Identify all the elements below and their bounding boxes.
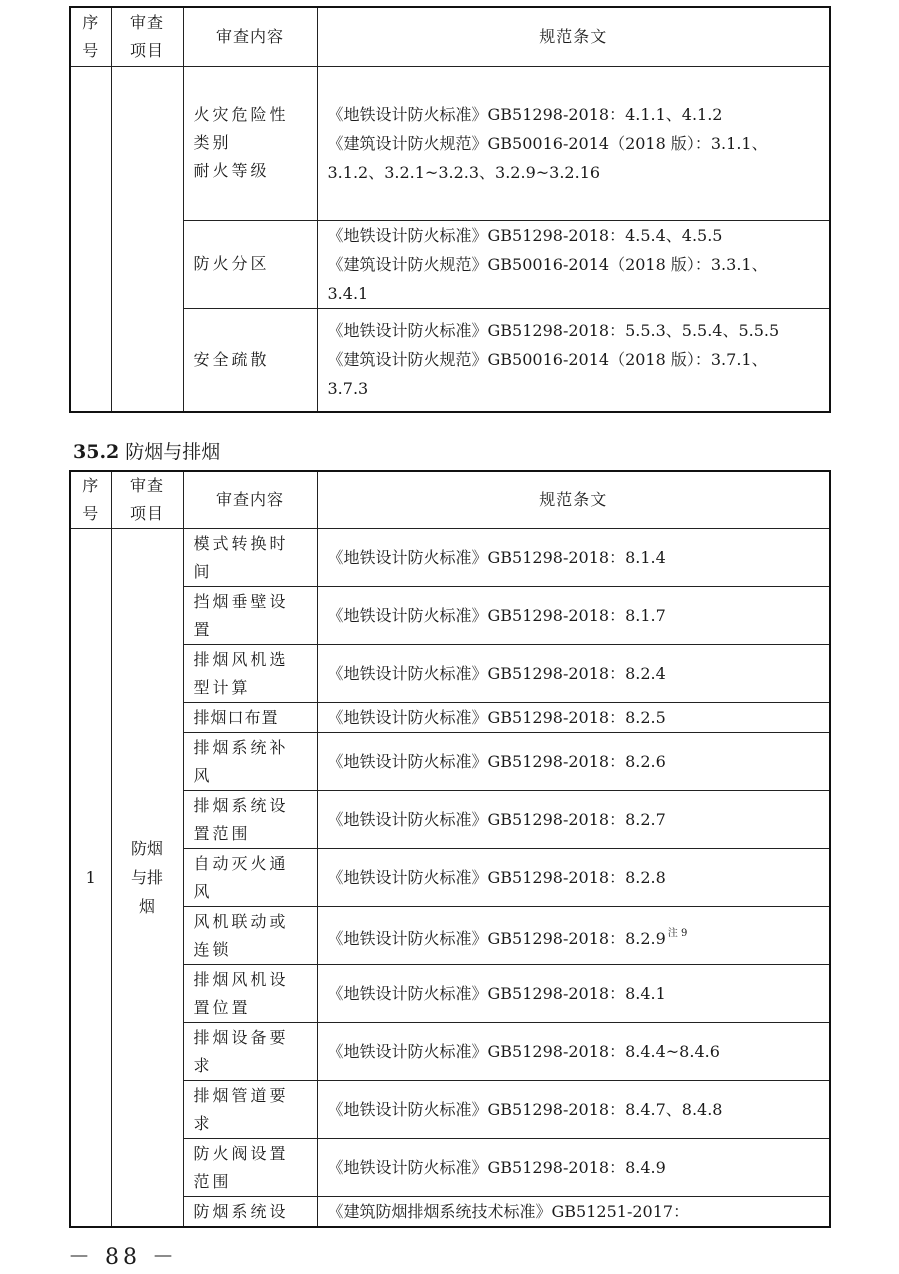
norm-clause-cell: 《地铁设计防火标准》GB51298-2018：8.4.1 — [317, 965, 830, 1023]
norm-clause-cell: 《地铁设计防火标准》GB51298-2018：8.2.5 — [317, 703, 830, 733]
header-item: 审查 项目 — [111, 7, 183, 66]
review-content-cell: 挡烟垂壁设 置 — [183, 587, 317, 645]
review-content-cell: 排烟系统补 风 — [183, 733, 317, 791]
norm-clause-cell: 《建筑防烟排烟系统技术标准》GB51251-2017： — [317, 1197, 830, 1228]
table-row — [70, 907, 830, 965]
footnote-marker: 注 9 — [667, 927, 688, 939]
norm-clause-cell: 《地铁设计防火标准》GB51298-2018：8.2.4 — [317, 645, 830, 703]
review-content-cell: 排烟系统设 置范围 — [183, 791, 317, 849]
norm-clause-cell: 《地铁设计防火标准》GB51298-2018：8.4.9 — [317, 1139, 830, 1197]
review-content-cell: 防烟系统设 — [183, 1197, 317, 1228]
header-item: 审查 项目 — [111, 471, 183, 529]
item-cell — [111, 66, 183, 412]
norm-clause-cell: 《地铁设计防火标准》GB51298-2018：8.2.7 — [317, 791, 830, 849]
fire-review-table-continued — [69, 6, 831, 413]
section-heading — [73, 439, 220, 465]
table-header-row — [70, 471, 830, 529]
norm-clause-cell: 《地铁设计防火标准》GB51298-2018：8.2.8 — [317, 849, 830, 907]
review-content-cell: 安全疏散 — [183, 308, 317, 412]
norm-clause-cell: 《地铁设计防火标准》GB51298-2018：8.4.7、8.4.8 — [317, 1081, 830, 1139]
review-content-cell: 排烟风机选 型计算 — [183, 645, 317, 703]
table-row — [70, 1139, 830, 1197]
review-content-cell: 火灾危险性 类别 耐火等级 — [183, 66, 317, 220]
norm-clause-cell: 《地铁设计防火标准》GB51298-2018：8.1.4 — [317, 529, 830, 587]
review-content-cell: 模式转换时 间 — [183, 529, 317, 587]
header-content: 审查内容 — [183, 471, 317, 529]
smoke-control-review-table — [69, 470, 831, 1228]
norm-clause-cell: 《地铁设计防火标准》GB51298-2018：8.1.7 — [317, 587, 830, 645]
seq-cell — [70, 66, 111, 412]
table-row — [70, 587, 830, 645]
norm-clause-cell: 《地铁设计防火标准》GB51298-2018：8.2.9 $^{注 9}$ — [317, 907, 830, 965]
review-content-cell: 自动灭火通 风 — [183, 849, 317, 907]
table-row — [70, 1081, 830, 1139]
header-seq: 序 号 — [70, 7, 111, 66]
header-seq: 序 号 — [70, 471, 111, 529]
page-number: － 88 － — [68, 1245, 178, 1270]
table-row — [70, 791, 830, 849]
norm-clause-cell: 《地铁设计防火标准》GB51298-2018：4.1.1、4.1.2 《建筑设计防火规范》GB50016-2014（2018 版）：3.1.1、 3.1.2、3.2.1~3.2.3、3.2.9~3.2.16 — [317, 66, 830, 220]
table-row — [70, 645, 830, 703]
review-content-cell: 防火分区 — [183, 220, 317, 308]
table-row — [70, 220, 830, 308]
review-content-cell: 风机联动或 连锁 — [183, 907, 317, 965]
review-content-cell: 排烟口布置 — [183, 703, 317, 733]
table-row — [70, 529, 830, 587]
table-row — [70, 965, 830, 1023]
review-content-cell: 排烟管道要 求 — [183, 1081, 317, 1139]
table-row — [70, 308, 830, 412]
header-norm: 规范条文 — [317, 471, 830, 529]
seq-cell: 1 — [70, 529, 111, 1228]
table-row — [70, 849, 830, 907]
table-row — [70, 66, 830, 220]
review-content-cell: 排烟设备要 求 — [183, 1023, 317, 1081]
table-row — [70, 1023, 830, 1081]
norm-clause-cell: 《地铁设计防火标准》GB51298-2018：8.4.4~8.4.6 — [317, 1023, 830, 1081]
table-row — [70, 1197, 830, 1228]
table-header-row — [70, 7, 830, 66]
header-content: 审查内容 — [183, 7, 317, 66]
review-content-cell: 防火阀设置 范围 — [183, 1139, 317, 1197]
table-row — [70, 733, 830, 791]
section-number: 35.2 — [73, 441, 120, 463]
section-title: 防烟与排烟 — [125, 441, 221, 463]
table-row — [70, 703, 830, 733]
review-content-cell: 排烟风机设 置位置 — [183, 965, 317, 1023]
norm-clause-cell: 《地铁设计防火标准》GB51298-2018：8.2.6 — [317, 733, 830, 791]
item-cell: 防烟 与排 烟 — [111, 529, 183, 1228]
norm-clause-cell: 《地铁设计防火标准》GB51298-2018：4.5.4、4.5.5 《建筑设计防火规范》GB50016-2014（2018 版）：3.3.1、 3.4.1 — [317, 220, 830, 308]
header-norm: 规范条文 — [317, 7, 830, 66]
norm-clause-cell: 《地铁设计防火标准》GB51298-2018：5.5.3、5.5.4、5.5.5 《建筑设计防火规范》GB50016-2014（2018 版）：3.7.1、 3.7.3 — [317, 308, 830, 412]
